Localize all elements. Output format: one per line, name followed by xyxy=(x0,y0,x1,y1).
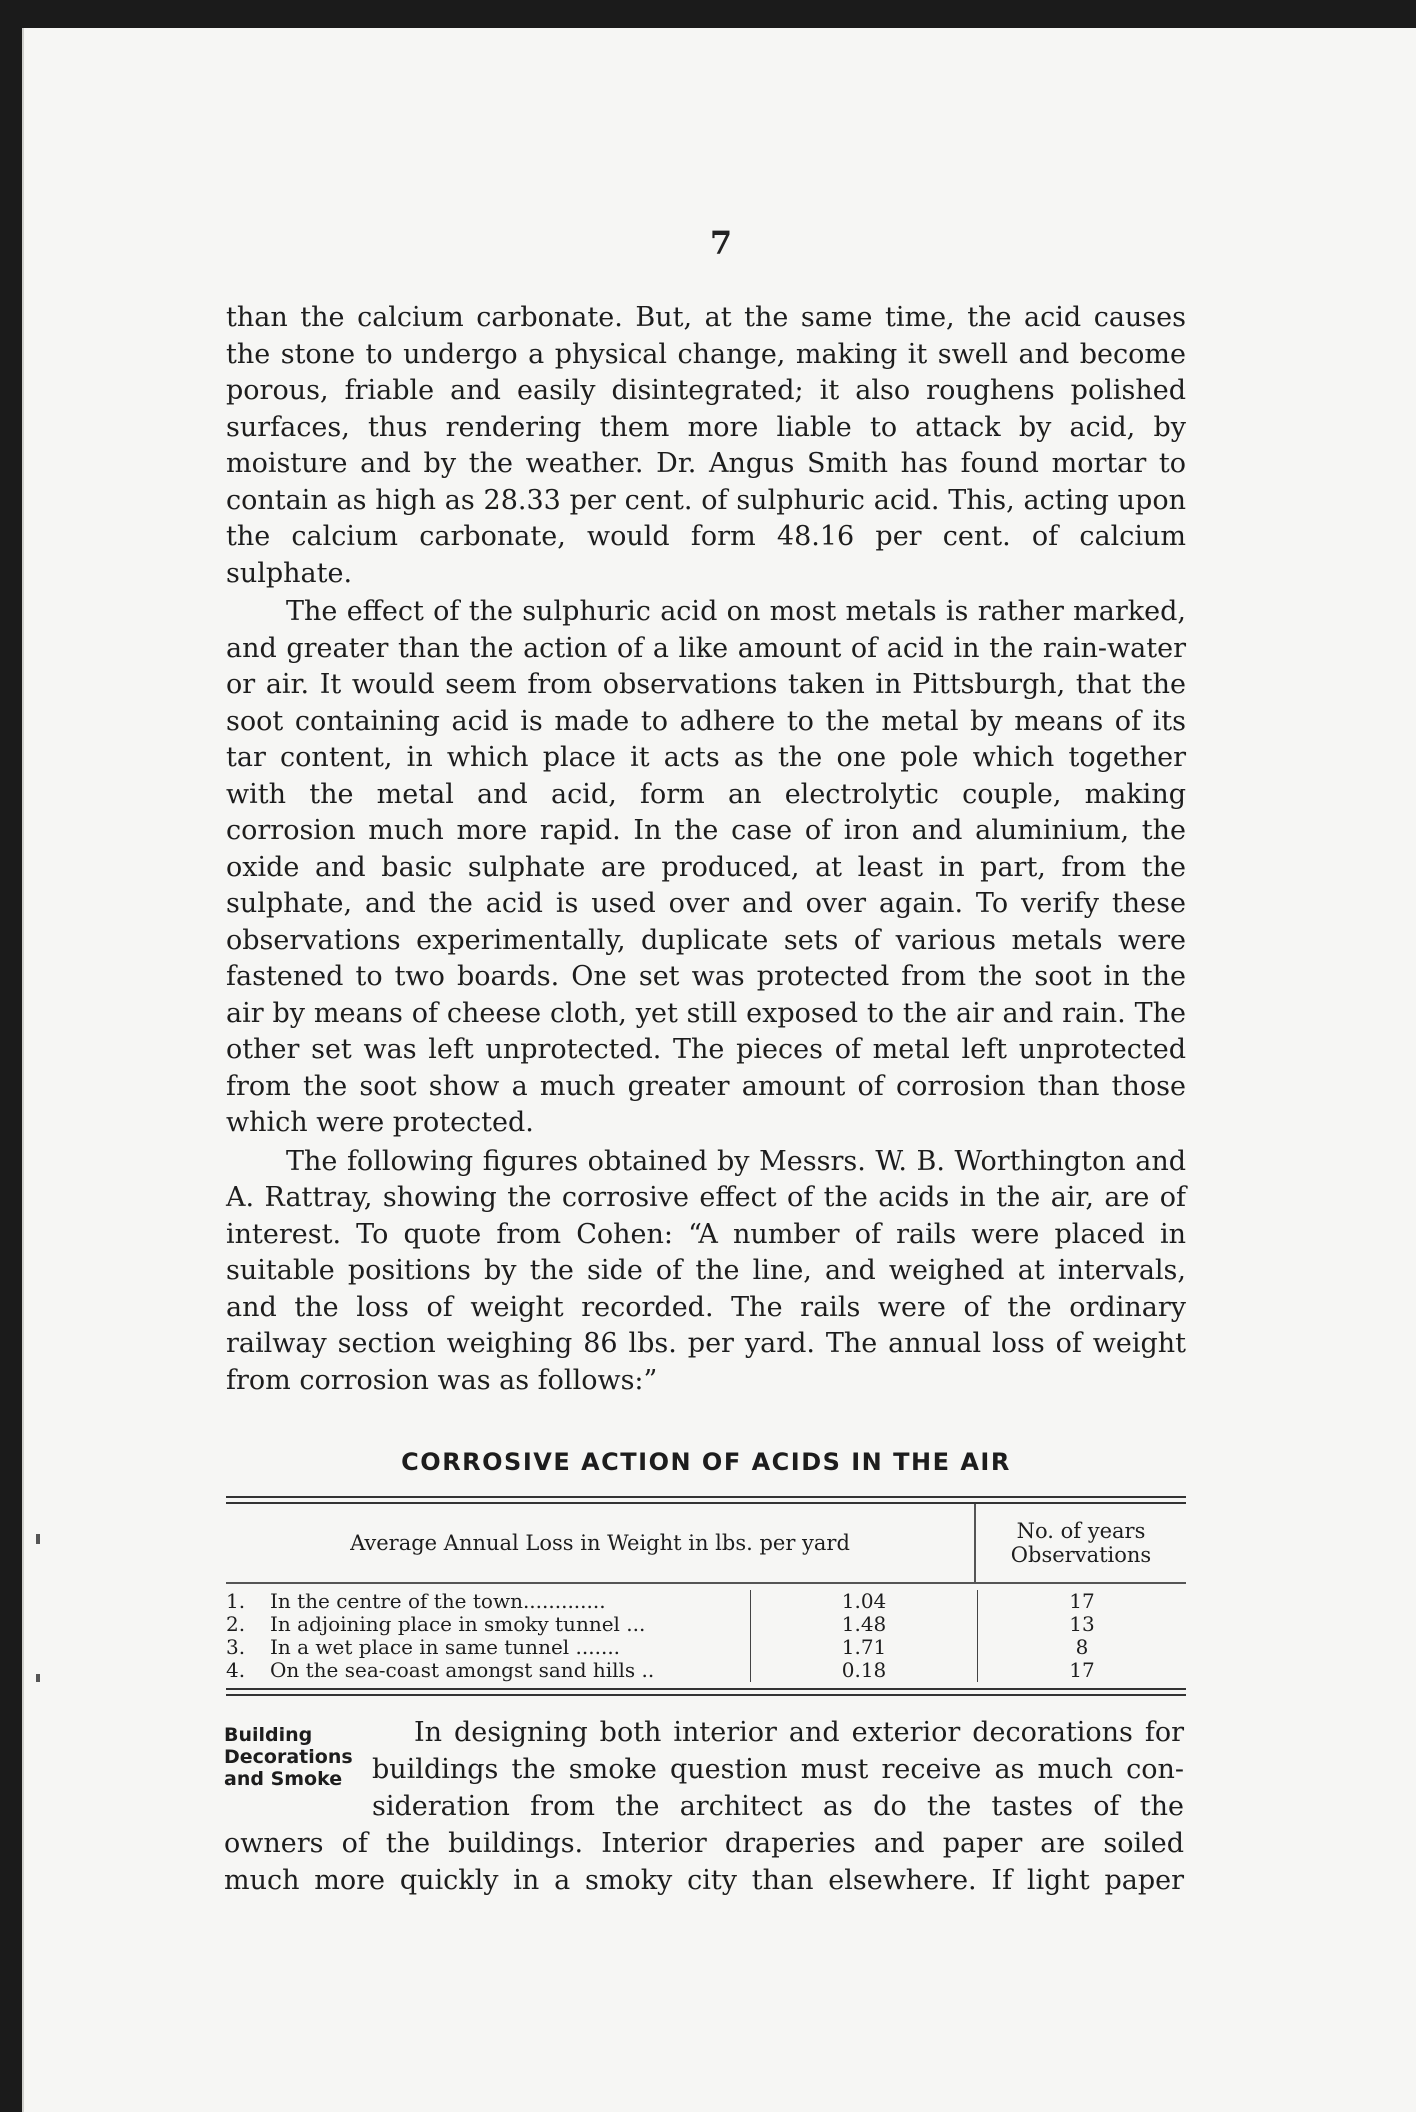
table-row xyxy=(226,1659,1186,1682)
paragraph: The following figures obtained by Messrs. W. B. Worthington and A. Rattray, showing the corrosive effect of the acids in the air, are of interest. To quote from Cohen: “A number of rails were placed in suitable positions by the side of the line, and weighed at intervals, and the loss of weight recorded. The rails were of the ordinary railway section weighing 86 lbs. per yard. The annual loss of weight from corrosion was as follows:” xyxy=(226,1145,1186,1396)
header-years xyxy=(976,1504,1186,1582)
row-loss: 1.48 xyxy=(751,1613,978,1636)
row-years: 13 xyxy=(1069,1612,1095,1636)
row-number: 2. xyxy=(226,1612,246,1636)
row-years: 8 xyxy=(1075,1635,1089,1659)
paragraph: The effect of the sulphuric acid on most metals is rather marked, and greater than the action of a like amount of acid in the rain-water or air. It would seem from observations taken in Pittsburgh, that the soot containing acid is made to adhere to the metal by means of its tar content, in which place it acts as the one pole which together with the metal and acid, form an electrolytic couple, making corrosion much more rapid. In the case of iron and aluminium, the oxide and basic sulphate are produced, at least in part, from the sulphate, and the acid is used over and over again. To verify these observations experimentally, duplicate sets of various metals were fastened to two boards. One set was protected from the soot in the air by means of cheese cloth, yet still exposed to the air and rain. The other set was left unprotected. The pieces of metal left unprotected from the soot show a much greater amount of corrosion than those which were protected. xyxy=(226,596,1186,1138)
row-location: In adjoining place in smoky tunnel ... xyxy=(270,1613,751,1636)
row-years: 17 xyxy=(1069,1658,1095,1682)
row-number: 4. xyxy=(226,1658,246,1682)
table-row xyxy=(226,1636,1186,1659)
row-years: 17 xyxy=(1069,1589,1095,1613)
corrosion-table xyxy=(226,1496,1186,1696)
text-line: owners of the buildings. Interior draperies and paper are soiled xyxy=(224,1828,1184,1859)
row-loss: 1.71 xyxy=(751,1636,978,1659)
text-line: buildings the smoke question must receive as much con- xyxy=(372,1754,1184,1785)
row-loss: 0.18 xyxy=(751,1659,978,1682)
row-number: 3. xyxy=(226,1635,246,1659)
table-rule xyxy=(226,1496,1186,1498)
paragraph: than the calcium carbonate. But, at the same time, the acid causes the stone to undergo a physical change, making it swell and become porous, friable and easily disintegrated; it also roughens polished surfaces, thus rendering them more liable to attack by acid, by moisture and by the weather. Dr. Angus Smith has found mortar to contain as high as 28.33 per cent. of sulphuric acid. This, acting upon the calcium carbonate, would form 48.16 per cent. of calcium sulphate. xyxy=(226,302,1186,589)
scan-edge-mark xyxy=(36,1534,40,1544)
header-years-line2: Observations xyxy=(1010,1543,1152,1567)
row-location: On the sea-coast amongst sand hills .. xyxy=(270,1659,751,1682)
row-number: 1. xyxy=(226,1589,246,1613)
final-paragraph xyxy=(224,1714,1184,1899)
header-years-line1: No. of years xyxy=(1016,1519,1146,1543)
table-row xyxy=(226,1590,1186,1613)
row-location: In a wet place in same tunnel ....... xyxy=(270,1636,751,1659)
sidehead-line: Decorations xyxy=(224,1746,353,1768)
scan-edge-mark xyxy=(36,1674,40,1682)
document-page xyxy=(22,28,1416,2112)
row-location: In the centre of the town............. xyxy=(270,1590,751,1613)
text-line: much more quickly in a smoky city than elsewhere. If light paper xyxy=(224,1865,1184,1896)
sidehead-line: and Smoke xyxy=(224,1768,343,1790)
row-loss: 1.04 xyxy=(751,1590,978,1613)
table-title: CORROSIVE ACTION OF ACIDS IN THE AIR xyxy=(401,1448,1011,1476)
table-body xyxy=(226,1584,1186,1688)
sidehead-line: Building xyxy=(224,1724,313,1746)
table-rule xyxy=(226,1694,1186,1696)
table-rule xyxy=(226,1688,1186,1690)
text-line: sideration from the architect as do the tastes of the xyxy=(372,1791,1184,1822)
page-number: 7 xyxy=(709,224,733,262)
table-header xyxy=(226,1504,1186,1584)
header-average-loss: Average Annual Loss in Weight in lbs. per yard xyxy=(226,1504,976,1582)
body-text xyxy=(226,300,1186,1399)
text-line: In designing both interior and exterior decorations for xyxy=(414,1717,1184,1748)
table-row xyxy=(226,1613,1186,1636)
